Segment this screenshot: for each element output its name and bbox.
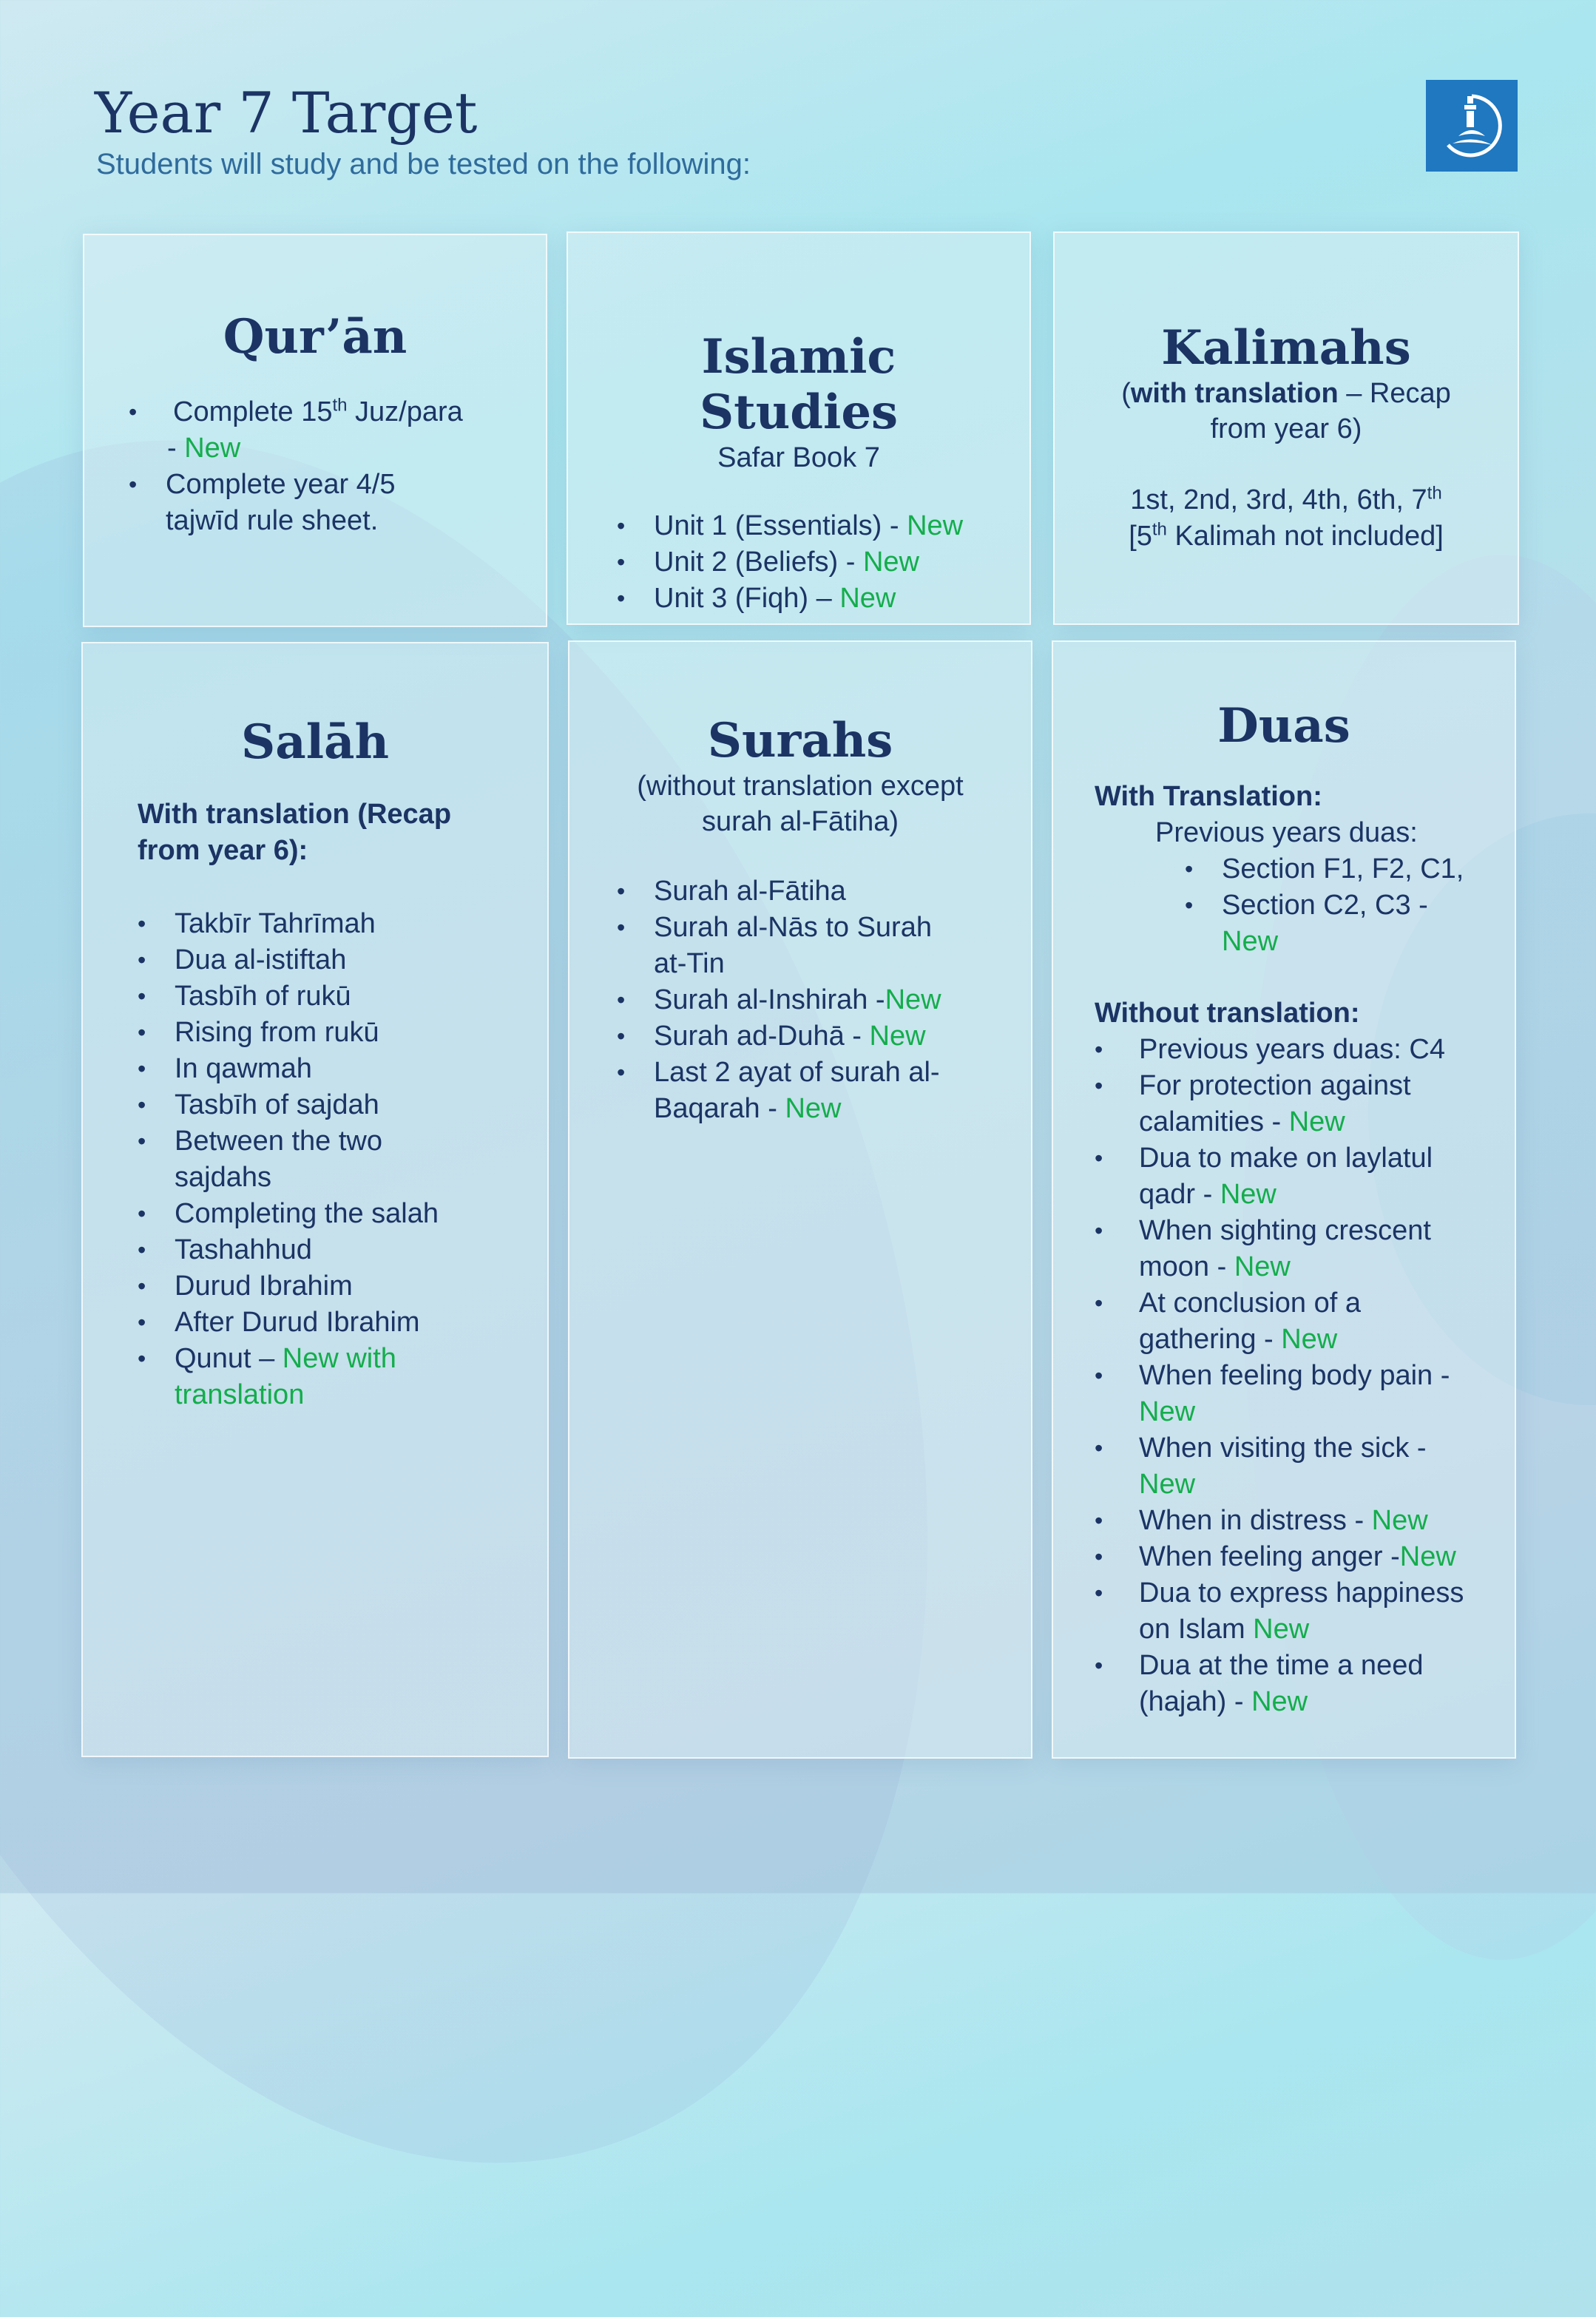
salah-list	[138, 906, 493, 1413]
islamic-studies-list	[617, 508, 1000, 617]
duas-without-heading: Without translation:	[1095, 998, 1360, 1029]
list-item: • Dua al-istiftah	[138, 942, 493, 978]
new-tag: New with translation	[175, 1343, 396, 1410]
kalimahs-card	[1053, 231, 1519, 625]
kalimahs-list-text: 1st, 2nd, 3rd, 4th, 6th, 7th [5th Kalimah not included]	[1129, 483, 1444, 552]
islamic-studies-card	[567, 231, 1031, 625]
duas-card	[1052, 640, 1516, 1759]
list-item: • Section F1, F2, C1,	[1185, 851, 1485, 887]
new-tag: New	[869, 1021, 926, 1052]
islamic-studies-title: Islamic Studies	[699, 329, 899, 440]
list-item: • Surah al-Fātiha	[617, 873, 964, 910]
new-tag: New	[1139, 1469, 1196, 1500]
list-item: • For protection against calamities - New	[1095, 1068, 1464, 1140]
list-item: • Tasbīh of sajdah	[138, 1087, 493, 1123]
new-tag: New	[1234, 1251, 1291, 1282]
list-item: • Tasbīh of rukū	[138, 978, 493, 1015]
list-item: • When feeling body pain - New	[1095, 1358, 1464, 1430]
list-item: • Unit 1 (Essentials) - New	[617, 508, 1000, 544]
new-tag: New	[1288, 1106, 1345, 1137]
list-item: • Surah al-Inshirah -New	[617, 982, 964, 1018]
list-item: • Rising from rukū	[138, 1015, 493, 1051]
new-tag: New	[885, 984, 941, 1015]
list-item: • Tashahhud	[138, 1232, 493, 1268]
list-item: • When feeling anger -New	[1095, 1539, 1464, 1575]
islamic-studies-subtitle: Safar Book 7	[717, 442, 880, 473]
surahs-card	[568, 640, 1032, 1759]
list-item: • In qawmah	[138, 1051, 493, 1087]
new-tag: New	[785, 1093, 842, 1124]
quran-card	[83, 234, 547, 627]
kalimahs-title: Kalimahs	[1161, 320, 1411, 376]
new-tag: New	[1222, 926, 1279, 957]
list-item: • Between the two sajdahs	[138, 1123, 426, 1196]
new-tag: New	[1281, 1324, 1338, 1355]
list-item: • Dua at the time a need (hajah) - New	[1095, 1648, 1464, 1720]
quran-title: Qur’ān	[223, 309, 408, 365]
duas-without-list	[1095, 1032, 1464, 1720]
new-tag: New	[862, 547, 919, 578]
new-tag: New	[839, 583, 896, 614]
list-item: • Qunut – New with translation	[138, 1341, 470, 1413]
list-item: • Last 2 ayat of surah al-Baqarah - New	[617, 1055, 964, 1127]
list-item: • Surah al-Nās to Surah at-Tin	[617, 910, 964, 982]
surahs-list	[617, 873, 964, 1127]
duas-title: Duas	[1217, 698, 1350, 754]
list-item: • Unit 2 (Beliefs) - New	[617, 544, 1000, 581]
new-tag: New	[1371, 1505, 1428, 1536]
duas-previous-label: Previous years duas:	[1155, 817, 1418, 848]
new-tag: New	[1220, 1179, 1277, 1210]
list-item: • Complete year 4/5 tajwīd rule sheet.	[129, 467, 516, 539]
list-item: • Takbīr Tahrīmah	[138, 906, 493, 942]
kalimahs-subtitle: (with translation – Recap from year 6)	[1121, 378, 1451, 444]
list-item: • Unit 3 (Fiqh) – New	[617, 581, 1000, 617]
new-tag: New	[1399, 1541, 1456, 1572]
list-item: • When visiting the sick - New	[1095, 1430, 1464, 1503]
duas-with-list	[1185, 851, 1485, 960]
madrasah-logo-icon	[1426, 80, 1518, 172]
new-tag: New	[1253, 1614, 1310, 1645]
page-subtitle: Students will study and be tested on the following:	[96, 148, 751, 180]
surahs-subtitle: (without translation except surah al-Fātiha)	[637, 771, 964, 837]
new-tag: New	[1139, 1396, 1196, 1427]
salah-card	[81, 642, 549, 1757]
new-tag: New	[1251, 1686, 1308, 1717]
surahs-title: Surahs	[707, 713, 893, 768]
list-item: • When in distress - New	[1095, 1503, 1464, 1539]
list-item: • When sighting crescent moon - New	[1095, 1213, 1464, 1285]
page-title: Year 7 Target	[95, 80, 478, 146]
list-item: • Completing the salah	[138, 1196, 493, 1232]
quran-list	[129, 394, 516, 539]
new-tag: New	[184, 433, 241, 464]
new-tag: New	[907, 510, 964, 541]
salah-title: Salāh	[241, 714, 389, 770]
list-item: • Previous years duas: C4	[1095, 1032, 1464, 1068]
list-item: • At conclusion of a gathering - New	[1095, 1285, 1464, 1358]
list-item: • Complete 15th Juz/para - New	[129, 394, 516, 467]
list-item: • Dua to express happiness on Islam New	[1095, 1575, 1464, 1648]
list-item: • Section C2, C3 - New	[1185, 887, 1485, 960]
list-item: • Dua to make on laylatul qadr - New	[1095, 1140, 1464, 1213]
duas-with-heading: With Translation:	[1095, 781, 1322, 812]
list-item: • Surah ad-Duhā - New	[617, 1018, 964, 1055]
salah-heading: With translation (Recap from year 6):	[138, 799, 452, 866]
list-item: • After Durud Ibrahim	[138, 1305, 493, 1341]
list-item: • Durud Ibrahim	[138, 1268, 493, 1305]
